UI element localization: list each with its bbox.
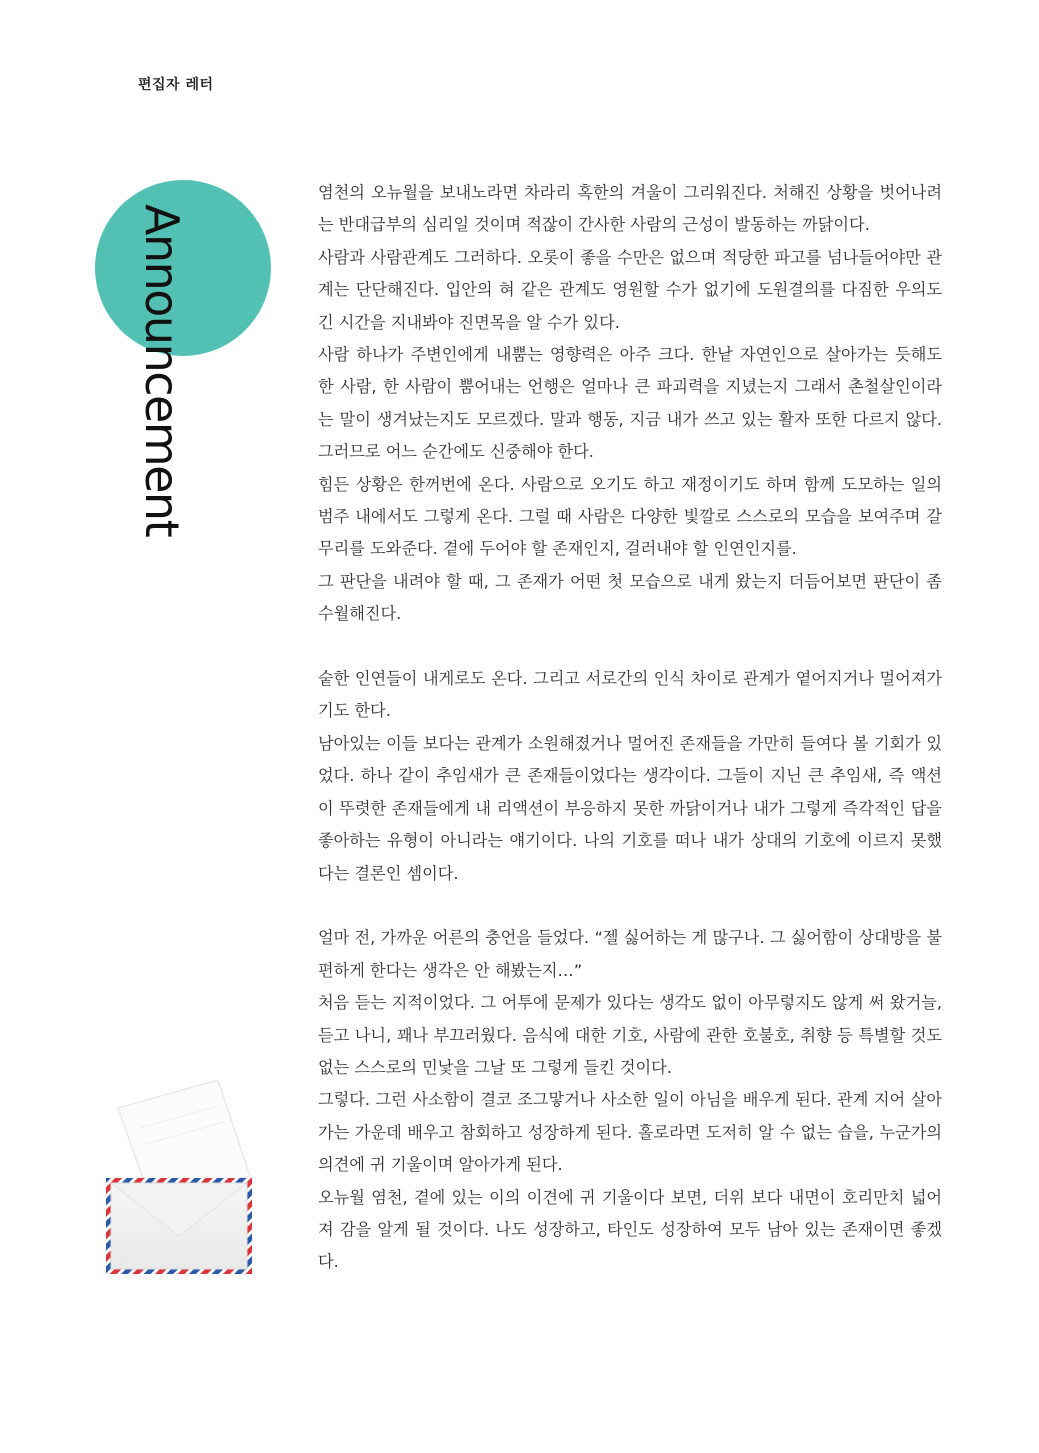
article-body xyxy=(318,177,942,1279)
paragraph: 남아있는 이들 보다는 관계가 소원해졌거나 멀어진 존재들을 가만히 들여다 볼 기회가 있었다. 하나 같이 추임새가 큰 존재들이었다는 생각이다. 그들이 지닌 큰 추임새, 즉 액션이 뚜렷한 존재들에게 내 리액션이 부응하지 못한 까닭이거나 내가 그렇게 즉각적인 답을 좋아하는 유형이 아니라는 얘기이다. 나의 기호를 떠나 내가 상대의 기호에 이르지 못했다는 결론인 셈이다. xyxy=(318,733,942,883)
paragraph: 힘든 상황은 한꺼번에 온다. 사람으로 오기도 하고 재정이기도 하며 함께 도모하는 일의 범주 내에서도 그렇게 온다. 그럴 때 사람은 다양한 빛깔로 스스로의 모습을 보여주며 갈무리를 도와준다. 곁에 두어야 할 존재인지, 걸러내야 할 인연인지를. xyxy=(318,474,942,559)
paragraph: 사람과 사람관계도 그러하다. 오롯이 좋을 수만은 없으며 적당한 파고를 넘나들어야만 관계는 단단해진다. 입안의 혀 같은 관계도 영원할 수가 없기에 도원결의를 다짐한 우의도 긴 시간을 지내봐야 진면목을 알 수가 있다. xyxy=(318,247,942,332)
paragraph: 그렇다. 그런 사소함이 결코 조그맣거나 사소한 일이 아님을 배우게 된다. 관계 지어 살아가는 가운데 배우고 참회하고 성장하게 된다. 홀로라면 도저히 알 수 없는 습을, 누군가의 의견에 귀 기울이며 알아가게 된다. xyxy=(318,1090,942,1175)
paragraph: 얼마 전, 가까운 어른의 충언을 들었다. “젤 싫어하는 게 많구나. 그 싫어함이 상대방을 불편하게 한다는 생각은 안 해봤는지…” xyxy=(318,928,942,980)
paragraph: 염천의 오뉴월을 보내노라면 차라리 혹한의 겨울이 그리워진다. 처해진 상황을 벗어나려는 반대급부의 심리일 것이며 적잖이 간사한 사람의 근성이 발동하는 까닭이다. xyxy=(318,183,942,235)
paragraph: 그 판단을 내려야 할 때, 그 존재가 어떤 첫 모습으로 내게 왔는지 더듬어보면 판단이 좀 수월해진다. xyxy=(318,571,942,624)
paragraph: 사람 하나가 주변인에게 내뿜는 영향력은 아주 크다. 한낱 자연인으로 살아가는 듯해도 한 사람, 한 사람이 뿜어내는 언행은 얼마나 큰 파괴력을 지녔는지 그래서 촌철살인이라는 말이 생겨났는지도 모르겠다. 말과 행동, 지금 내가 쓰고 있는 활자 또한 다르지 않다. 그러므로 어느 순간에도 신중해야 한다. xyxy=(318,345,942,462)
paragraph: 오뉴월 염천, 곁에 있는 이의 이견에 귀 기울이다 보면, 더위 보다 내면이 호리만치 넓어져 감을 알게 될 것이다. 나도 성장하고, 타인도 성장하여 모두 남아 있는 존재이면 좋겠다. xyxy=(318,1187,942,1272)
section-label: 편집자 레터 xyxy=(138,77,214,93)
airmail-envelope-icon xyxy=(100,1080,258,1280)
vertical-title: Announcement xyxy=(135,204,189,537)
paragraph: 처음 듣는 지적이었다. 그 어투에 문제가 있다는 생각도 없이 아무렇지도 않게 써 왔거늘, 듣고 나니, 꽤나 부끄러웠다. 음식에 대한 기호, 사람에 관한 호불호, 취향 등 특별할 것도 없는 스스로의 민낯을 그날 또 그렇게 들킨 것이다. xyxy=(318,993,942,1077)
paragraph: 숱한 인연들이 내게로도 온다. 그리고 서로간의 인식 차이로 관계가 옅어지거나 멀어져가기도 한다. xyxy=(318,669,942,721)
